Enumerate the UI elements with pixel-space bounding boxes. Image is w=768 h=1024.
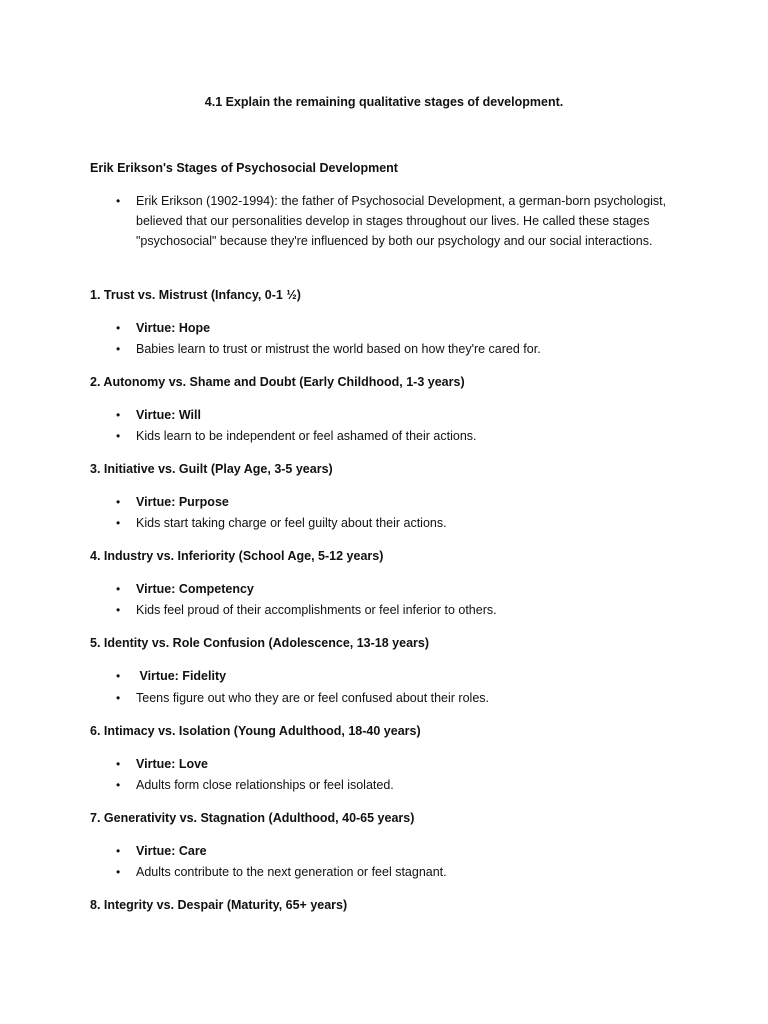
bullet-icon: • [116, 691, 121, 705]
virtue-text: Virtue: Hope [136, 321, 211, 335]
page-title: 4.1 Explain the remaining qualitative stages of development. [204, 95, 564, 109]
stage-heading: 3. Initiative vs. Guilt (Play Age, 3-5 years) [90, 462, 333, 476]
bullet-icon: • [116, 516, 121, 530]
description-text: Kids feel proud of their accomplishments or feel inferior to others. [136, 603, 497, 617]
stage-heading: 8. Integrity vs. Despair (Maturity, 65+ years) [90, 898, 348, 912]
virtue-text: Virtue: Will [136, 408, 201, 422]
bullet-icon: • [116, 342, 121, 356]
description-text: Kids learn to be independent or feel ashamed of their actions. [136, 429, 477, 443]
bullet-icon: • [116, 669, 121, 683]
virtue-text: Virtue: Purpose [136, 495, 229, 509]
description-text: Adults form close relationships or feel isolated. [136, 778, 394, 792]
stage-heading: 1. Trust vs. Mistrust (Infancy, 0-1 ½) [90, 288, 301, 302]
intro-text: Erik Erikson (1902-1994): the father of Psychosocial Development, a german-born psychologist, believed that our personalities develop in stages throughout our lives. He called these stages "psychosocial" because they're influenced by both our psychology and our social interactions. [136, 194, 667, 248]
bullet-icon: • [116, 844, 121, 858]
virtue-text: Virtue: Love [136, 757, 209, 771]
bullet-icon: • [116, 194, 121, 208]
stage-heading: 7. Generativity vs. Stagnation (Adulthood, 40-65 years) [90, 811, 415, 825]
stage-heading: 2. Autonomy vs. Shame and Doubt (Early Childhood, 1-3 years) [90, 375, 465, 389]
bullet-icon: • [116, 603, 121, 617]
stage-heading: 5. Identity vs. Role Confusion (Adolescence, 13-18 years) [90, 636, 429, 650]
intro-bullet [90, 191, 690, 253]
bullet-icon: • [116, 582, 121, 596]
description-text: Babies learn to trust or mistrust the world based on how they're cared for. [136, 342, 541, 356]
description-text: Teens figure out who they are or feel confused about their roles. [136, 691, 489, 705]
bullet-icon: • [116, 778, 121, 792]
bullet-icon: • [116, 757, 121, 771]
description-text: Adults contribute to the next generation or feel stagnant. [136, 865, 447, 879]
stage-heading: 4. Industry vs. Inferiority (School Age, 5-12 years) [90, 549, 384, 563]
section-title: Erik Erikson's Stages of Psychosocial Development [90, 161, 398, 175]
virtue-text: Virtue: Competency [136, 582, 254, 596]
bullet-icon: • [116, 321, 121, 335]
description-text: Kids start taking charge or feel guilty about their actions. [136, 516, 447, 530]
bullet-icon: • [116, 495, 121, 509]
virtue-text: Virtue: Fidelity [136, 669, 227, 683]
stage-heading: 6. Intimacy vs. Isolation (Young Adulthood, 18-40 years) [90, 724, 421, 738]
bullet-icon: • [116, 429, 121, 443]
virtue-text: Virtue: Care [136, 844, 207, 858]
bullet-icon: • [116, 408, 121, 422]
bullet-icon: • [116, 865, 121, 879]
